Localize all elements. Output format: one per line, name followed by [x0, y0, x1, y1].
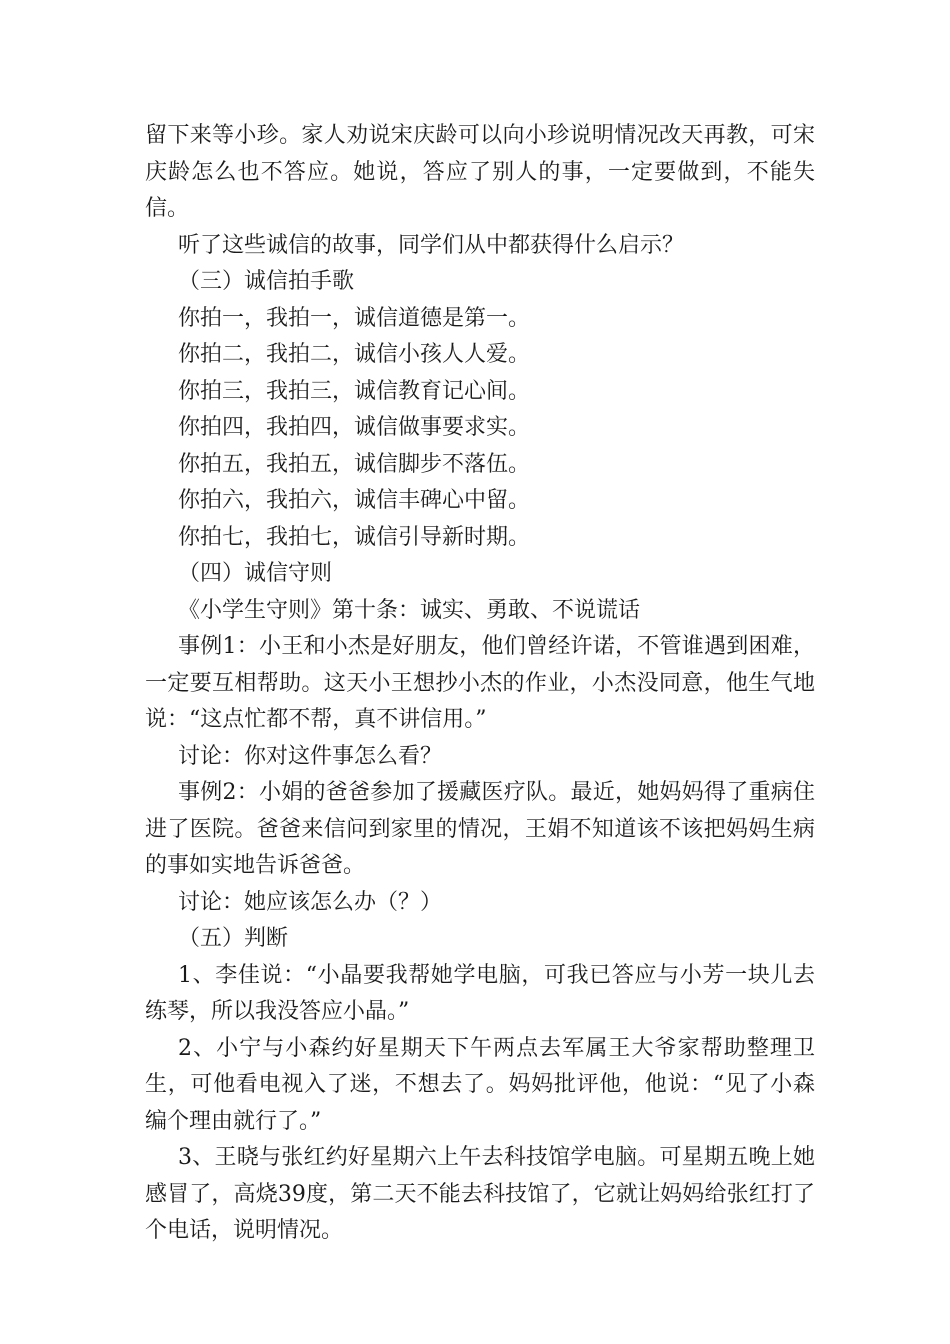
song-line-4: 你拍四，我拍四，诚信做事要求实。 — [178, 415, 531, 440]
example-1: 事例1：小王和小杰是好朋友，他们曾经许诺，不管谁遇到困难，一定要互相帮助。这天小王想抄小杰的作业，小杰没同意，他生气地说：“这点忙都不帮，真不讲信用。” — [145, 634, 815, 732]
song-line-5: 你拍五，我拍五，诚信脚步不落伍。 — [178, 451, 531, 477]
song-line-2: 你拍二，我拍二，诚信小孩人人爱。 — [178, 342, 531, 367]
song-line-6: 你拍六，我拍六，诚信丰碑心中留。 — [178, 488, 531, 513]
judgement-3: 3、王晓与张红约好星期六上午去科技馆学电脑。可星期五晚上她感冒了，高烧39度，第二天不能去科技馆了，它就让妈妈给张红打了个电话，说明情况。 — [145, 1145, 815, 1243]
section-heading-4: （四）诚信守则 — [178, 561, 333, 586]
rule-text: 《小学生守则》第十条：诚实、勇敢、不说谎话 — [178, 597, 641, 623]
example-2: 事例2：小娟的爸爸参加了援藏医疗队。最近，她妈妈得了重病住进了医院。爸爸来信问到家里的情况，王娟不知道该不该把妈妈生病的事如实地告诉爸爸。 — [145, 780, 815, 878]
section-heading-3: （三）诚信拍手歌 — [178, 269, 355, 294]
song-line-1: 你拍一，我拍一，诚信道德是第一。 — [178, 305, 531, 331]
section-heading-5: （五）判断 — [178, 926, 289, 951]
paragraph-1: 留下来等小珍。家人劝说宋庆龄可以向小珍说明情况改天再教，可宋庆龄怎么也不答应。她说，答应了别人的事，一定要做到，不能失信。 — [145, 123, 815, 221]
song-line-7: 你拍七，我拍七，诚信引导新时期。 — [178, 524, 531, 550]
judgement-2: 2、小宁与小森约好星期天下午两点去军属王大爷家帮助整理卫生，可他看电视入了迷，不想去了。妈妈批评他，他说：“见了小森编个理由就行了。” — [145, 1035, 815, 1134]
song-line-3: 你拍三，我拍三，诚信教育记心间。 — [178, 378, 531, 404]
discussion-2: 讨论：她应该怎么办（？） — [178, 889, 443, 915]
judgement-1: 1、李佳说：“小晶要我帮她学电脑，可我已答应与小芳一块儿去练琴，所以我没答应小晶。” — [145, 962, 815, 1024]
paragraph-2: 听了这些诚信的故事，同学们从中都获得什么启示？ — [178, 232, 685, 258]
document-body — [145, 118, 815, 1250]
discussion-1: 讨论：你对这件事怎么看？ — [178, 743, 443, 769]
